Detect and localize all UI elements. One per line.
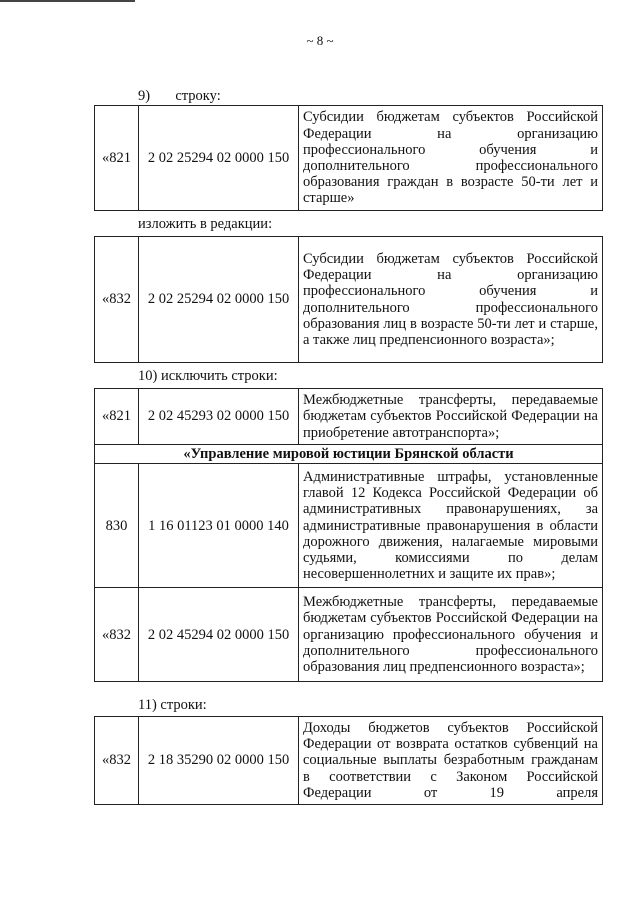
kbk-code-cell: 2 02 45294 02 0000 150 [139,588,299,682]
table-row [95,464,603,588]
income-name-cell: Доходы бюджетов субъектов Российской Федерации от возврата остатков субвенций на социальные выплаты безработным гражданам в соответствии с Законом Российской Федерации от 19 апреля [299,717,603,805]
kbk-code-cell: 2 02 25294 02 0000 150 [139,106,299,211]
table-row [95,237,603,363]
income-name-cell: Административные штрафы, установленные главой 12 Кодекса Российской Федерации об административных правонарушениях, за административные правонарушения в области дорожного движения, налагаемые мировыми судьями, комиссиями по делам несовершеннолетних и защите их прав»; [299,464,603,588]
income-name-cell: Межбюджетные трансферты, передаваемые бюджетам субъектов Российской Федерации на приобретение автотранспорта»; [299,389,603,445]
admin-code-cell: «821 [95,106,139,211]
table-rows-excluded [94,388,603,682]
table-row-item-11 [94,716,603,805]
income-name-cell: Субсидии бюджетам субъектов Российской Федерации на организацию профессионального обучения и дополнительного профессионального образования лиц в возрасте 50-ти лет и старше, а также лиц предпенсионного возраста»; [299,237,603,363]
top-rule [0,0,135,2]
item-9-number: 9) [138,88,151,104]
item-9 [138,88,221,104]
table-row [95,717,603,805]
table-row-original [94,105,603,211]
kbk-code-cell: 2 02 45293 02 0000 150 [139,389,299,445]
table-row [95,389,603,445]
table-row [95,588,603,682]
income-name-cell: Межбюджетные трансферты, передаваемые бюджетам субъектов Российской Федерации на организацию профессионального обучения и дополнительного профессионального образования лиц предпенсионного возраста»; [299,588,603,682]
table-row-new [94,236,603,363]
page-number: ~ 8 ~ [306,33,334,48]
income-name-cell: Субсидии бюджетам субъектов Российской Федерации на организацию профессионального обучения и дополнительного профессионального образования граждан в возрасте 50-ти лет и старше» [299,106,603,211]
admin-code-cell: 830 [95,464,139,588]
item-10: 10) исключить строки: [138,368,278,384]
table-header-row [95,445,603,464]
kbk-code-cell: 1 16 01123 01 0000 140 [139,464,299,588]
item-11: 11) строки: [138,697,207,713]
admin-code-cell: «832 [95,588,139,682]
admin-code-cell: «832 [95,237,139,363]
kbk-code-cell: 2 02 25294 02 0000 150 [139,237,299,363]
admin-code-cell: «832 [95,717,139,805]
table-row [95,106,603,211]
department-header: «Управление мировой юстиции Брянской области [95,445,603,464]
edit-label: изложить в редакции: [138,216,273,232]
admin-code-cell: «821 [95,389,139,445]
kbk-code-cell: 2 18 35290 02 0000 150 [139,717,299,805]
item-9-label: строку: [175,88,221,104]
